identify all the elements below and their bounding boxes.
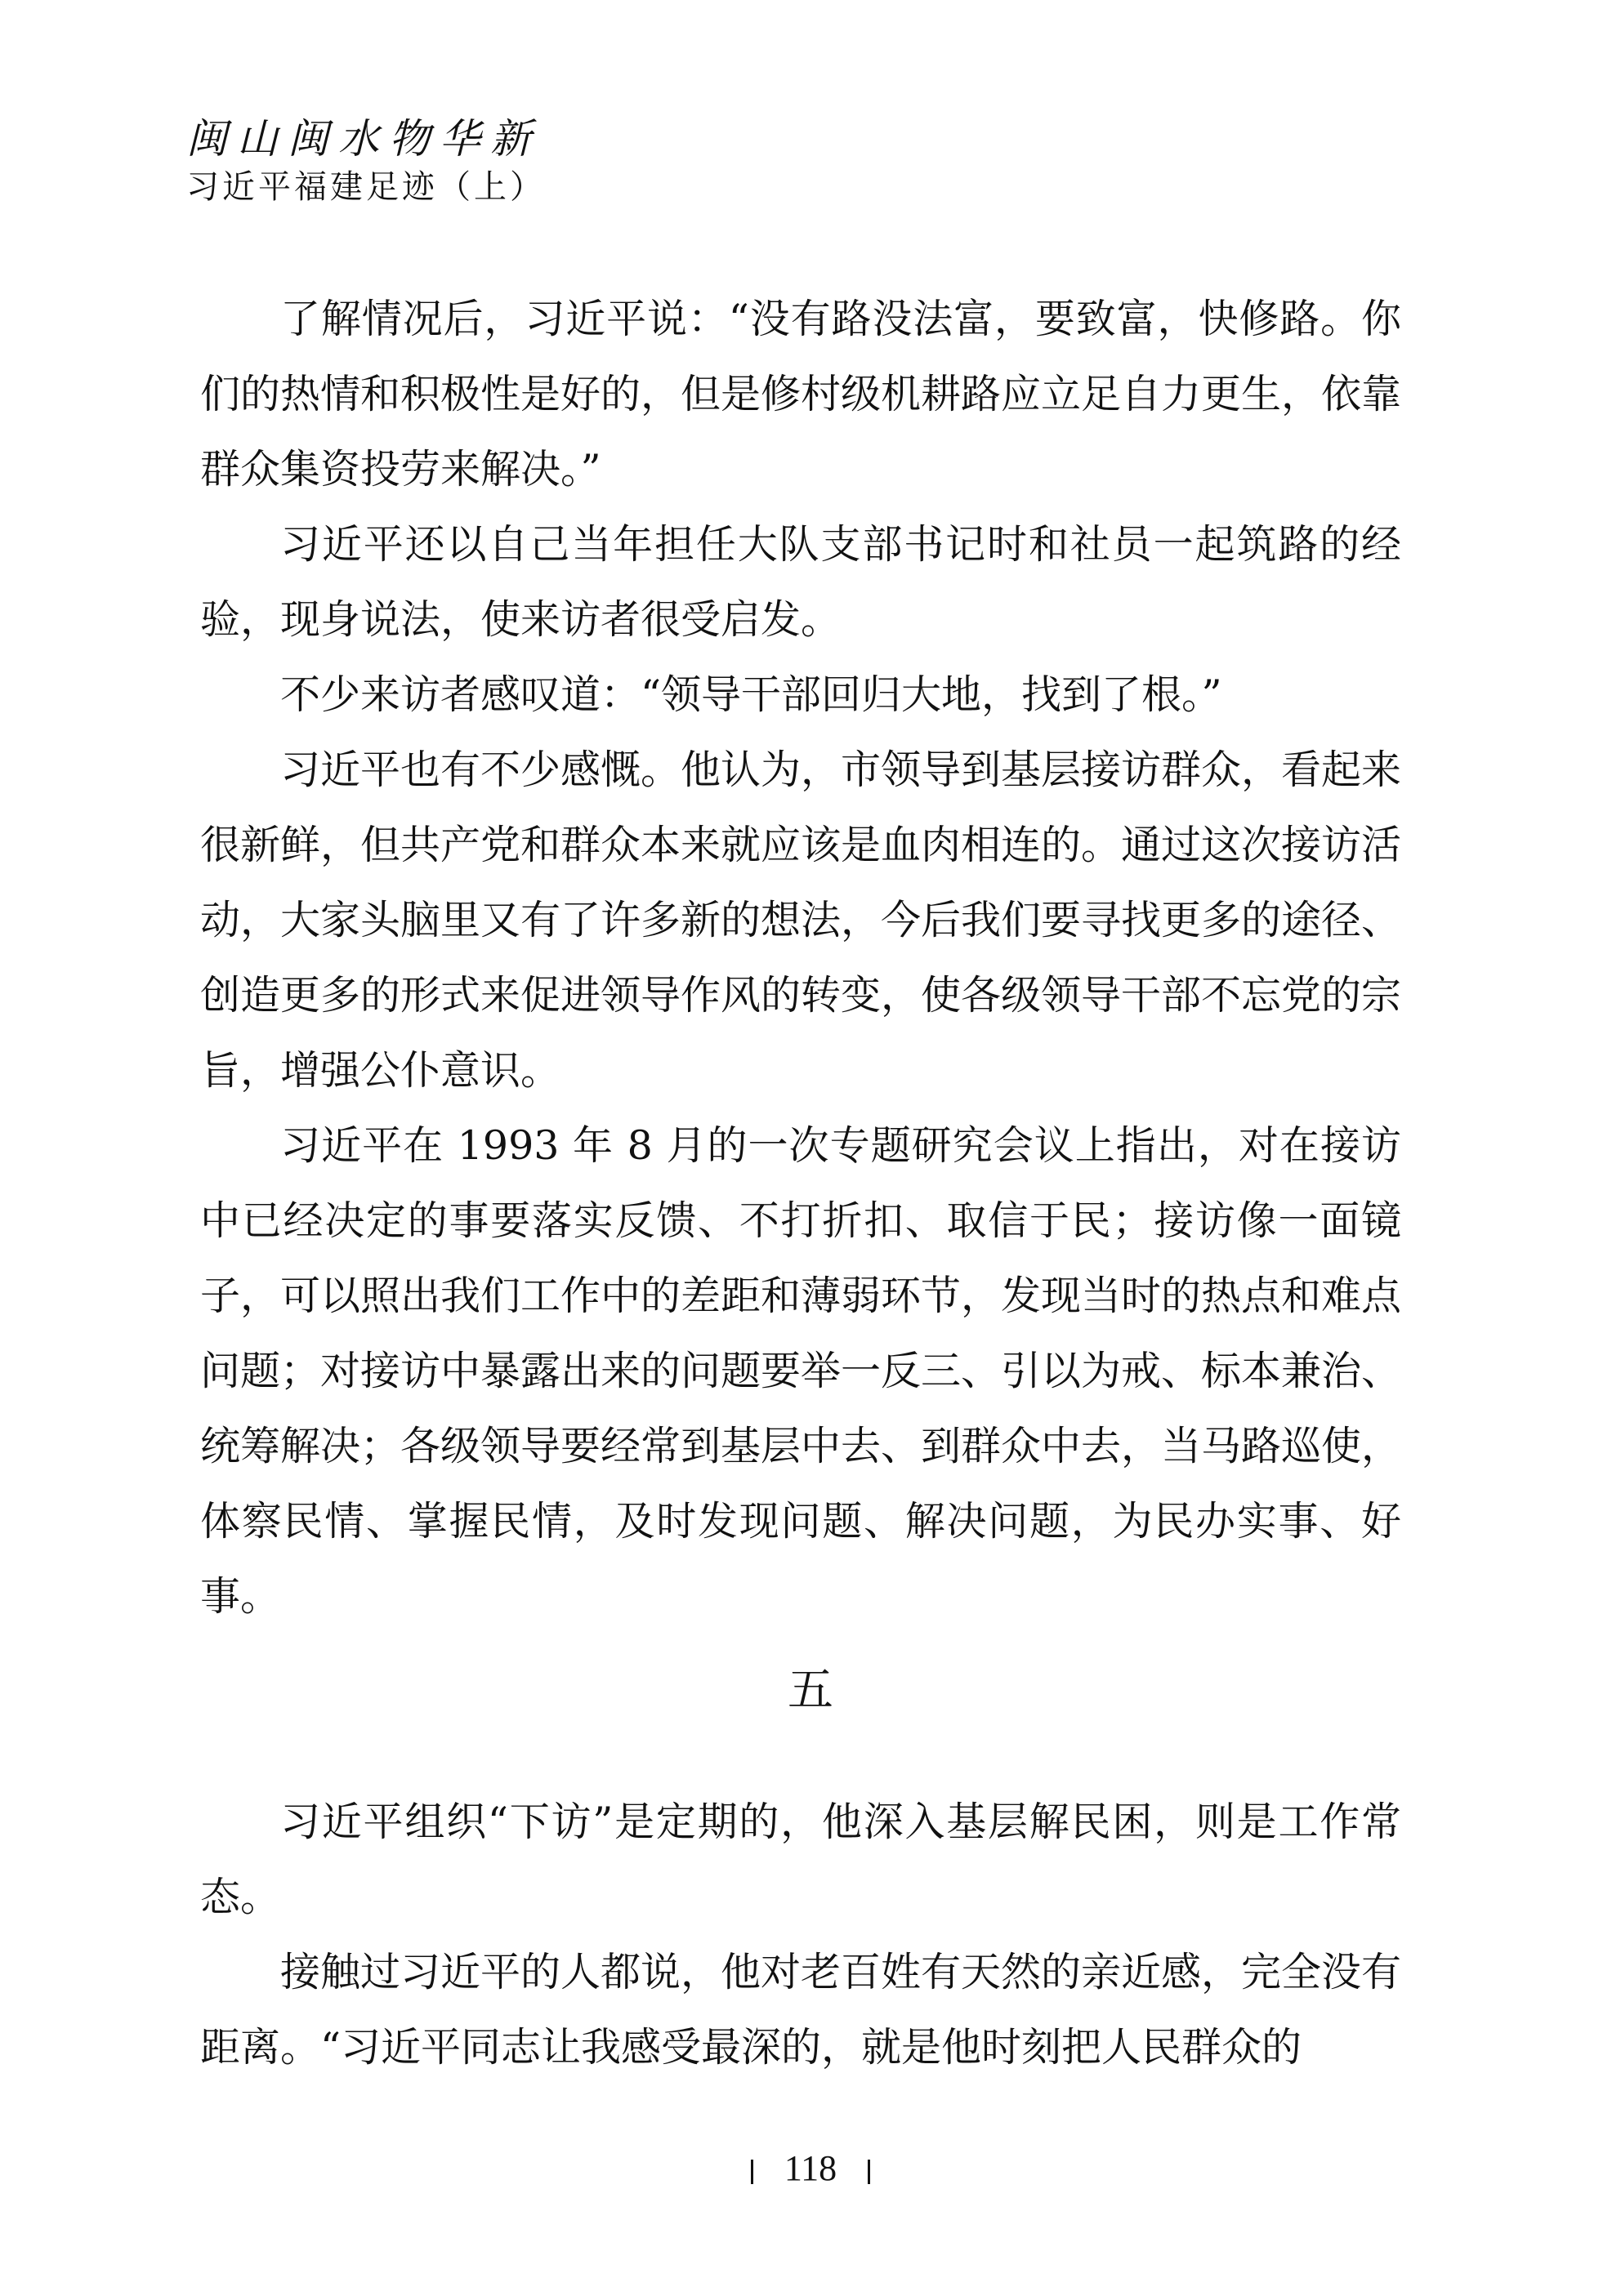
body-text-before-section (200, 282, 1401, 1634)
divider-left (751, 2160, 753, 2184)
running-header (186, 113, 546, 209)
paragraph: 习近平组织“下访”是定期的，他深入基层解民困，则是工作常态。 (200, 1799, 1401, 1920)
divider-right (868, 2160, 870, 2184)
page-number: 118 (784, 2148, 837, 2188)
page-footer (0, 2144, 1621, 2193)
paragraph: 接触过习近平的人都说，他对老百姓有天然的亲近感，完全没有距离。“习近平同志让我感受最深的，就是他时刻把人民群众的 (200, 1949, 1402, 2071)
paragraph: 习近平也有不少感慨。他认为，市领导到基层接访群众，看起来很新鲜，但共产党和群众本来就应该是血肉相连的。通过这次接访活动，大家头脑里又有了许多新的想法，今后我们要寻找更多的途径、创造更多的形式来促进领导作风的转变，使各级领导干部不忘党的宗旨，增强公仆意识。 (200, 747, 1402, 1094)
section-heading: 五 (788, 1664, 833, 1717)
series-title: 闽山闽水物华新 (186, 115, 541, 163)
body-text-after-section (200, 1785, 1401, 2085)
paragraph: 习近平还以自己当年担任大队支部书记时和社员一起筑路的经验，现身说法，使来访者很受启发。 (200, 521, 1401, 643)
paragraph: 不少来访者感叹道：“领导干部回归大地，找到了根。” (280, 671, 1222, 718)
paragraph: 习近平在 1993 年 8 月的一次专题研究会议上指出，对在接访中已经决定的事要落实反馈、不打折扣、取信于民；接访像一面镜子，可以照出我们工作中的差距和薄弱环节，发现当时的热点和难点问题；对接访中暴露出来的问题要举一反三、引以为戒、标本兼治、统筹解决；各级领导要经常到基层中去、到群众中去，当马路巡使，体察民情、掌握民情，及时发现问题、解决问题，为民办实事、好事。 (200, 1122, 1402, 1620)
paragraph: 了解情况后，习近平说：“没有路没法富，要致富，快修路。你们的热情和积极性是好的，但是修村级机耕路应立足自力更生，依靠群众集资投劳来解决。” (200, 296, 1402, 493)
book-title: 习近平福建足迹（上） (186, 168, 546, 206)
